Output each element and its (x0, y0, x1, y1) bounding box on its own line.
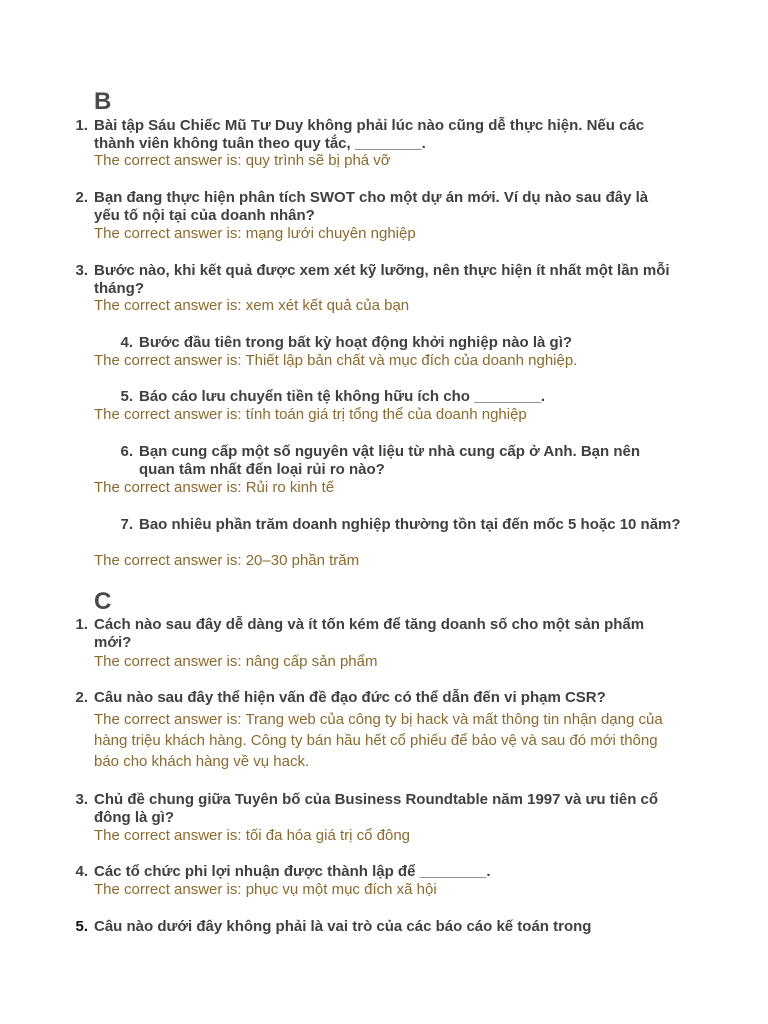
answer-text: Trang web của công ty bị hack và mất thông tin nhận dạng của hàng triệu khách hàng. Công ty bán hầu hết cổ phiếu để bảo vệ và sau đó mới thông báo cho khách hàng về vụ hack. (94, 711, 663, 770)
answer-b3 (94, 297, 694, 315)
section-heading-b: B (94, 88, 112, 115)
question-number: 2. (75, 689, 88, 706)
question-c3 (75, 791, 684, 827)
question-number: 4. (120, 334, 133, 351)
answer-text: nâng cấp sản phẩm (245, 653, 378, 670)
answer-b1 (94, 152, 694, 170)
answer-prefix: The correct answer is: (94, 352, 246, 369)
question-number: 1. (75, 616, 88, 633)
question-number: 5. (120, 388, 133, 405)
answer-b5 (94, 406, 694, 424)
question-number: 6. (120, 443, 133, 460)
question-text: Bạn đang thực hiện phân tích SWOT cho một dự án mới. Ví dụ nào sau đây là yếu tố nội tại của doanh nhân? (94, 189, 649, 224)
answer-prefix: The correct answer is: (94, 297, 246, 314)
answer-prefix: The correct answer is: (94, 152, 246, 169)
question-text: Bao nhiêu phần trăm doanh nghiệp thường tồn tại đến mốc 5 hoặc 10 năm? (139, 516, 681, 533)
answer-prefix: The correct answer is: (94, 479, 246, 496)
answer-prefix: The correct answer is: (94, 881, 246, 898)
question-number: 2. (75, 189, 88, 206)
question-c2 (75, 689, 694, 707)
question-b4 (120, 334, 699, 352)
section-heading-c: C (94, 588, 112, 615)
question-b1 (75, 117, 674, 153)
question-text: Bài tập Sáu Chiếc Mũ Tư Duy không phải lúc nào cũng dễ thực hiện. Nếu các thành viên không tuân theo quy tắc, ________. (94, 117, 645, 152)
question-text: Cách nào sau đây dễ dàng và ít tốn kém để tăng doanh số cho một sản phẩm mới? (94, 616, 645, 651)
question-number: 3. (75, 262, 88, 279)
question-b2 (75, 189, 674, 225)
answer-b7 (94, 552, 694, 570)
question-text: Câu nào dưới đây không phải là vai trò của các báo cáo kế toán trong (94, 918, 592, 935)
answer-prefix: The correct answer is: (94, 653, 246, 670)
answer-text: Thiết lập bản chất và mục đích của doanh nghiệp. (245, 352, 578, 369)
answer-text: quy trình sẽ bị phá vỡ (245, 152, 391, 169)
answer-prefix: The correct answer is: (94, 225, 246, 242)
question-text: Bước nào, khi kết quả được xem xét kỹ lưỡng, nên thực hiện ít nhất một lần mỗi tháng? (94, 262, 670, 297)
question-text: Bước đầu tiên trong bất kỳ hoạt động khởi nghiệp nào là gì? (139, 334, 573, 351)
answer-text: Rủi ro kinh tế (245, 479, 335, 496)
question-text: Chủ đề chung giữa Tuyên bố của Business Roundtable năm 1997 và ưu tiên cổ đông là gì? (94, 791, 659, 826)
question-b3 (75, 262, 684, 298)
question-b7 (120, 516, 684, 534)
question-text: Bạn cung cấp một số nguyên vật liệu từ nhà cung cấp ở Anh. Bạn nên quan tâm nhất đến loại rủi ro nào? (139, 443, 641, 478)
answer-prefix: The correct answer is: (94, 552, 246, 569)
answer-c2 (94, 709, 674, 772)
question-text: Các tổ chức phi lợi nhuận được thành lập để ________. (94, 863, 491, 880)
answer-text: tối đa hóa giá trị cổ đông (245, 827, 411, 844)
answer-c1 (94, 653, 694, 671)
answer-prefix: The correct answer is: (94, 827, 246, 844)
answer-prefix: The correct answer is: (94, 711, 246, 728)
answer-text: 20–30 phần trăm (245, 552, 360, 569)
question-b6 (120, 443, 679, 479)
question-number: 1. (75, 117, 88, 134)
answer-text: tính toán giá trị tổng thể của doanh nghiệp (245, 406, 527, 423)
answer-text: phục vụ một mục đích xã hội (245, 881, 437, 898)
answer-b6 (94, 479, 694, 497)
question-number: 7. (120, 516, 133, 533)
question-text: Báo cáo lưu chuyển tiền tệ không hữu ích cho ________. (139, 388, 545, 405)
answer-prefix: The correct answer is: (94, 406, 246, 423)
question-c5 (75, 918, 694, 936)
answer-c4 (94, 881, 694, 899)
question-c4 (75, 863, 684, 881)
answer-text: xem xét kết quả của bạn (245, 297, 410, 314)
answer-b4 (94, 352, 694, 370)
question-number: 3. (75, 791, 88, 808)
answer-text: mạng lưới chuyên nghiệp (245, 225, 416, 242)
question-b5 (120, 388, 699, 406)
question-text: Câu nào sau đây thể hiện vấn đề đạo đức có thể dẫn đến vi phạm CSR? (94, 689, 606, 706)
question-number: 4. (75, 863, 88, 880)
answer-c3 (94, 827, 694, 845)
answer-b2 (94, 225, 694, 243)
question-c1 (75, 616, 674, 652)
question-number: 5. (75, 918, 88, 935)
